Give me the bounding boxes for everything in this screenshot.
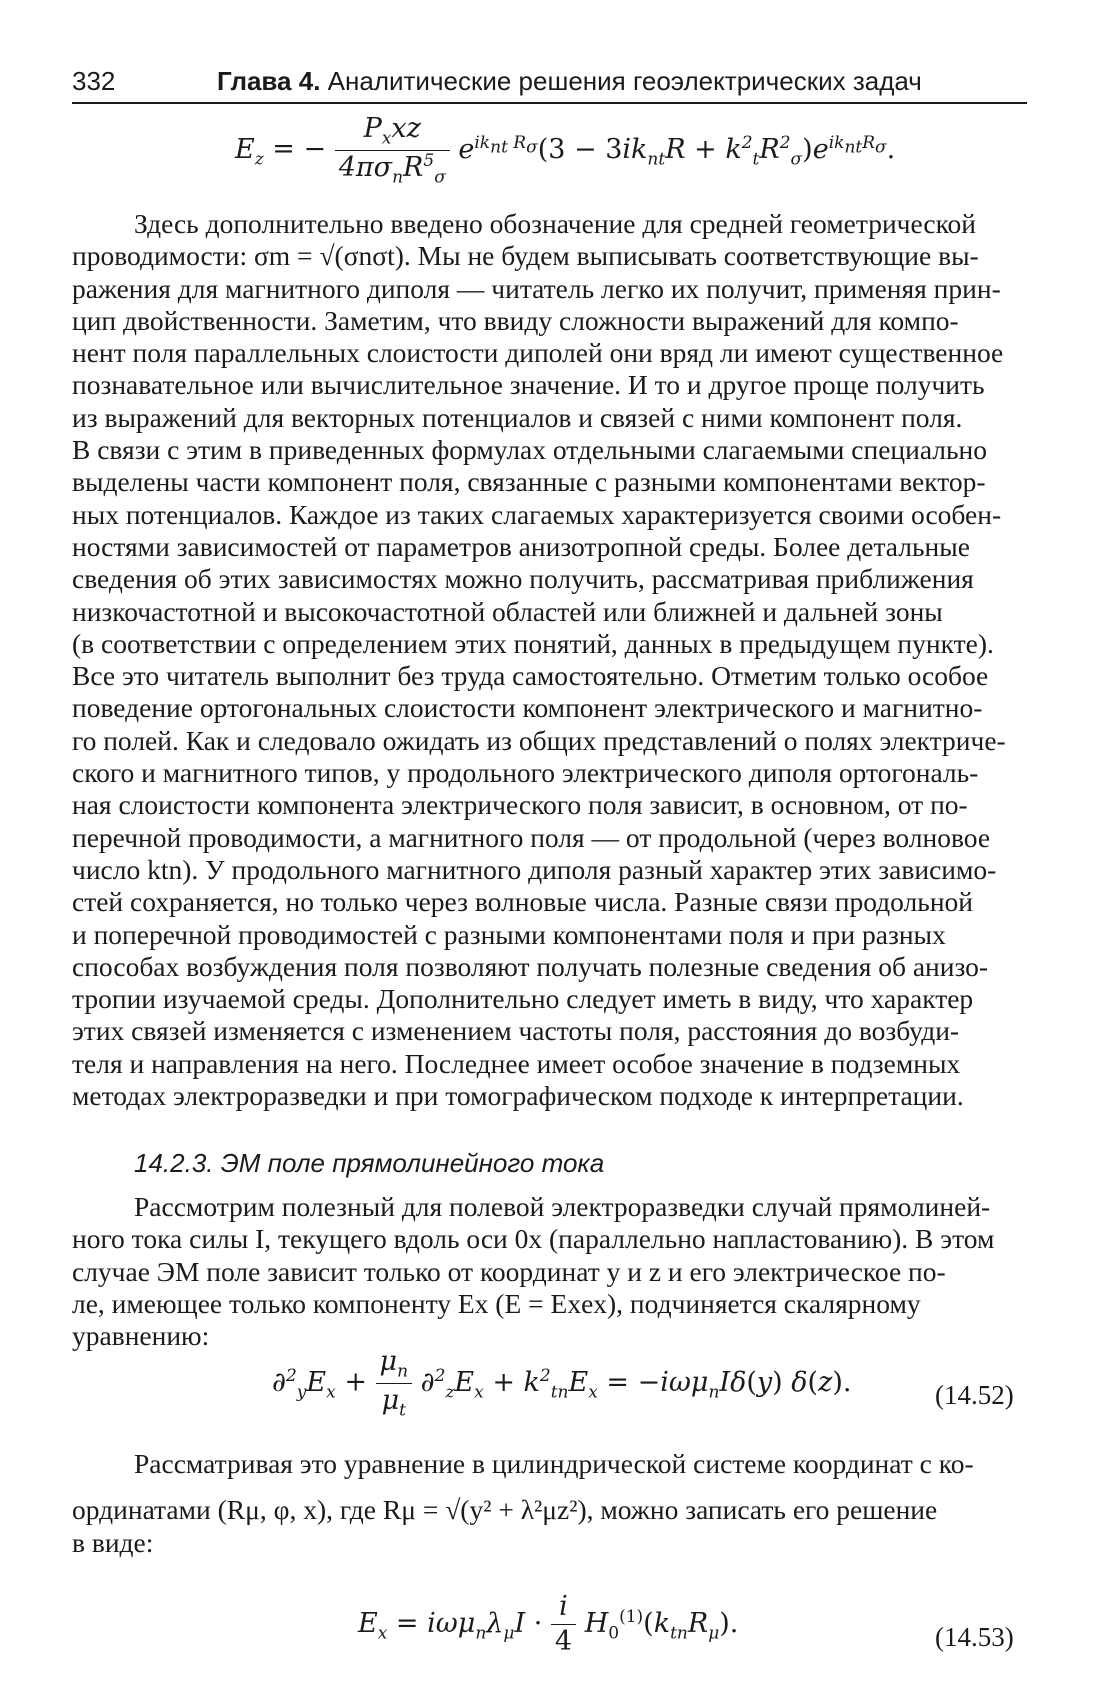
equation-14-53: $E_x = i\omega\mu_n\lambda_\mu I$ · $\frac{i}{4}$ $H_0^{(1)}(k_{tn}R_\mu)$. — [358, 1591, 739, 1657]
text-line: низкочастотной и высокочастотной областей или ближней и дальней зоны — [72, 595, 943, 627]
text-line: случае ЭМ поле зависит только от координат y и z и его электрическое по- — [72, 1255, 946, 1287]
text-line: этих связей изменяется с изменением частоты поля, расстояния до возбуди- — [72, 1015, 960, 1047]
text-line: ных потенциалов. Каждое из таких слагаемых характеризуется своими особен- — [72, 498, 1002, 530]
text-line: Все это читатель выполнит без труда самостоятельно. Отметим только особое — [72, 660, 989, 692]
text-line: сведения об этих зависимостях можно получить, рассматривая приближения — [72, 563, 974, 595]
text-line: Рассмотрим полезный для полевой электроразведки случай прямолиней- — [134, 1191, 991, 1222]
running-header — [72, 62, 1027, 102]
chapter-title — [217, 66, 922, 97]
text-line: уравнению: — [72, 1320, 210, 1352]
text-line: из выражений для векторных потенциалов и связей с ними компонент поля. — [72, 401, 963, 433]
text-line: цип двойственности. Заметим, что ввиду сложности выражений для компо- — [72, 304, 959, 336]
equation-number-14-53: (14.53) — [935, 1622, 1014, 1652]
text-line: и поперечной проводимостей с разными компонентами поля и при разных — [72, 918, 946, 950]
header-rule — [72, 102, 1027, 104]
text-line: ностями зависимостей от параметров анизотропной среды. Более детальные — [72, 530, 970, 562]
text-line: методах электроразведки и при томографическом подходе к интерпретации. — [72, 1080, 964, 1112]
text-line: поведение ортогональных слоистости компонент электрического и магнитно- — [72, 692, 983, 724]
text-line: выделены части компонент поля, связанные с разными компонентами вектор- — [72, 466, 986, 498]
text-line: ле, имеющее только компоненту Ex (E = Exex), подчиняется скалярному — [72, 1287, 921, 1319]
section-heading: 14.2.3. ЭМ поле прямолинейного тока — [134, 1148, 605, 1178]
text-line: перечной проводимости, а магнитного поля — от продольной (через волновое — [72, 821, 991, 853]
text-line: нент поля параллельных слоистости диполей они вряд ли имеют существенное — [72, 337, 1004, 369]
chapter-title-text: Аналитические решения геоэлектрических задач — [327, 66, 922, 96]
text-line: в виде: — [72, 1526, 154, 1558]
text-line: (в соответствии с определением этих понятий, данных в предыдущем пункте). — [72, 627, 994, 659]
text-line: тропии изучаемой среды. Дополнительно следует иметь в виду, что характер — [72, 983, 974, 1015]
text-line: Здесь дополнительно введено обозначение для средней геометрической — [134, 208, 977, 239]
text-line: число ktn). У продольного магнитного диполя разный характер этих зависимо- — [72, 853, 997, 885]
text-line: ражения для магнитного диполя — читатель легко их получит, применяя прин- — [72, 272, 1001, 304]
text-line: стей сохраняется, но только через волновые числа. Разные связи продольной — [72, 886, 974, 918]
equation-14-52: $\partial^2_yE_x$ + $\frac{\mu_n}{\mu_t}$ $\partial^2_zE_x + k^2_{tn}E_x = -i\omega\mu_nI\delta(y)$ δ(z). — [272, 1346, 852, 1421]
equation-ez: $E_z$ = − $\frac{P_xxz}{4\pi\sigma_nR^5_\sigma}$ $e^{ik_{nt} R_\sigma}(3 - 3ik_{nt}R + k^2_tR^2_\sigma)e^{ik_{nt}R_\sigma}$. — [235, 113, 896, 188]
text-line: го полей. Как и следовало ожидать из общих представлений о полях электриче- — [72, 724, 1006, 756]
text-line: способах возбуждения поля позволяют получать полезные сведения об анизо- — [72, 950, 989, 982]
paragraph-2 — [72, 1191, 1027, 1352]
page-number: 332 — [72, 66, 116, 96]
text-line: теля и направления на него. Последнее имеет особое значение в подземных — [72, 1047, 961, 1079]
text-line: ного тока силы I, текущего вдоль оси 0x (параллельно напластованию). В этом — [72, 1223, 995, 1255]
equation-number-14-52: (14.52) — [935, 1380, 1014, 1410]
text-line: познавательное или вычислительное значение. И то и другое проще получить — [72, 369, 985, 401]
text-line: проводимости: σm = √(σnσt). Мы не будем выписывать соответствующие вы- — [72, 240, 979, 272]
paragraph-3 — [72, 1448, 1027, 1559]
chapter-label: Глава 4. — [217, 66, 321, 96]
text-line: Рассматривая это уравнение в цилиндрической системе координат с ко- — [134, 1448, 974, 1479]
paragraph-1 — [72, 208, 1027, 1112]
text-line: ского и магнитного типов, у продольного электрического диполя ортогональ- — [72, 757, 979, 789]
text-line: ординатами (Rμ, φ, x), где Rμ = √(y² + λ²μz²), можно записать его решение — [72, 1494, 938, 1526]
text-line: ная слоистости компонента электрического поля зависит, в основном, от по- — [72, 789, 968, 821]
text-line: В связи с этим в приведенных формулах отдельными слагаемыми специально — [72, 434, 988, 466]
